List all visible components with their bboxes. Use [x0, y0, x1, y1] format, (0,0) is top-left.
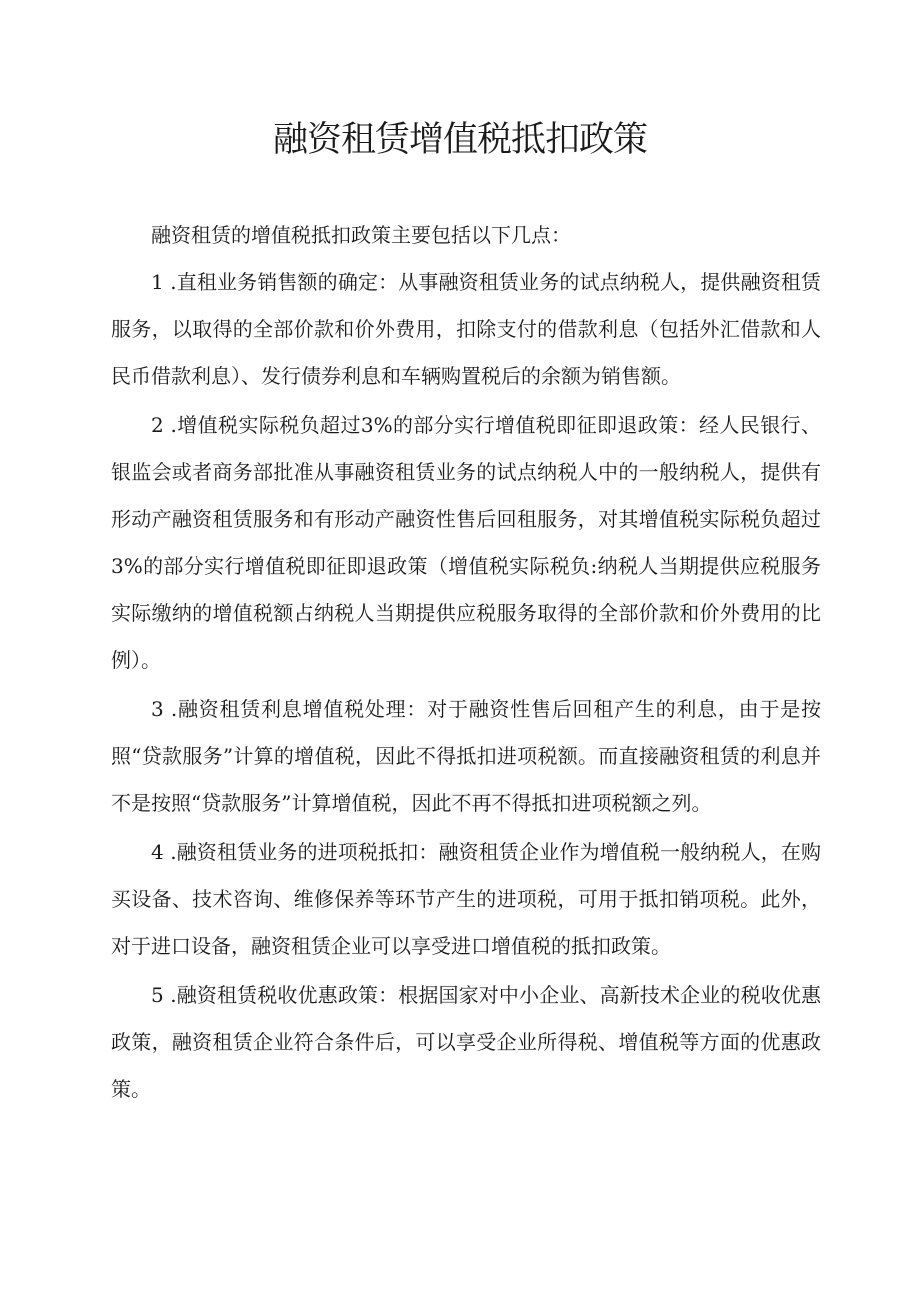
policy-paragraph-4: 4 .融资租赁业务的进项税抵扣：融资租赁企业作为增值税一般纳税人，在购买设备、技术咨询、维修保养等环节产生的进项税，可用于抵扣销项税。此外，对于进口设备，融资租赁企业可以享受进口增值税的抵扣政策。	[111, 840, 821, 958]
policy-paragraph-3: 3 .融资租赁利息增值税处理：对于融资性售后回租产生的利息，由于是按照“贷款服务”计算的增值税，因此不得抵扣进项税额。而直接融资租赁的利息并不是按照“贷款服务”计算增值税，因此不再不得抵扣进项税额之列。	[111, 697, 821, 815]
policy-paragraph-5: 5 .融资租赁税收优惠政策：根据国家对中小企业、高新技术企业的税收优惠政策，融资租赁企业符合条件后，可以享受企业所得税、增值税等方面的优惠政策。	[111, 983, 821, 1101]
document-body	[111, 212, 821, 1115]
intro-paragraph: 融资租赁的增值税抵扣政策主要包括以下几点：	[151, 223, 571, 247]
document-title: 融资租赁增值税抵扣政策	[272, 120, 647, 160]
policy-paragraph-2: 2 .增值税实际税负超过3%的部分实行增值税即征即退政策：经人民银行、银监会或者商务部批准从事融资租赁业务的试点纳税人中的一般纳税人，提供有形动产融资租赁服务和有形动产融资性售后回租服务，对其增值税实际税负超过3%的部分实行增值税即征即退政策（增值税实际税负:纳税人当期提供应税服务实际缴纳的增值税额占纳税人当期提供应税服务取得的全部价款和价外费用的比例）。	[111, 413, 821, 672]
policy-paragraph-1: 1 .直租业务销售额的确定：从事融资租赁业务的试点纳税人，提供融资租赁服务，以取得的全部价款和价外费用，扣除支付的借款利息（包括外汇借款和人民币借款利息）、发行债券利息和车辆购置税后的余额为销售额。	[111, 270, 821, 388]
